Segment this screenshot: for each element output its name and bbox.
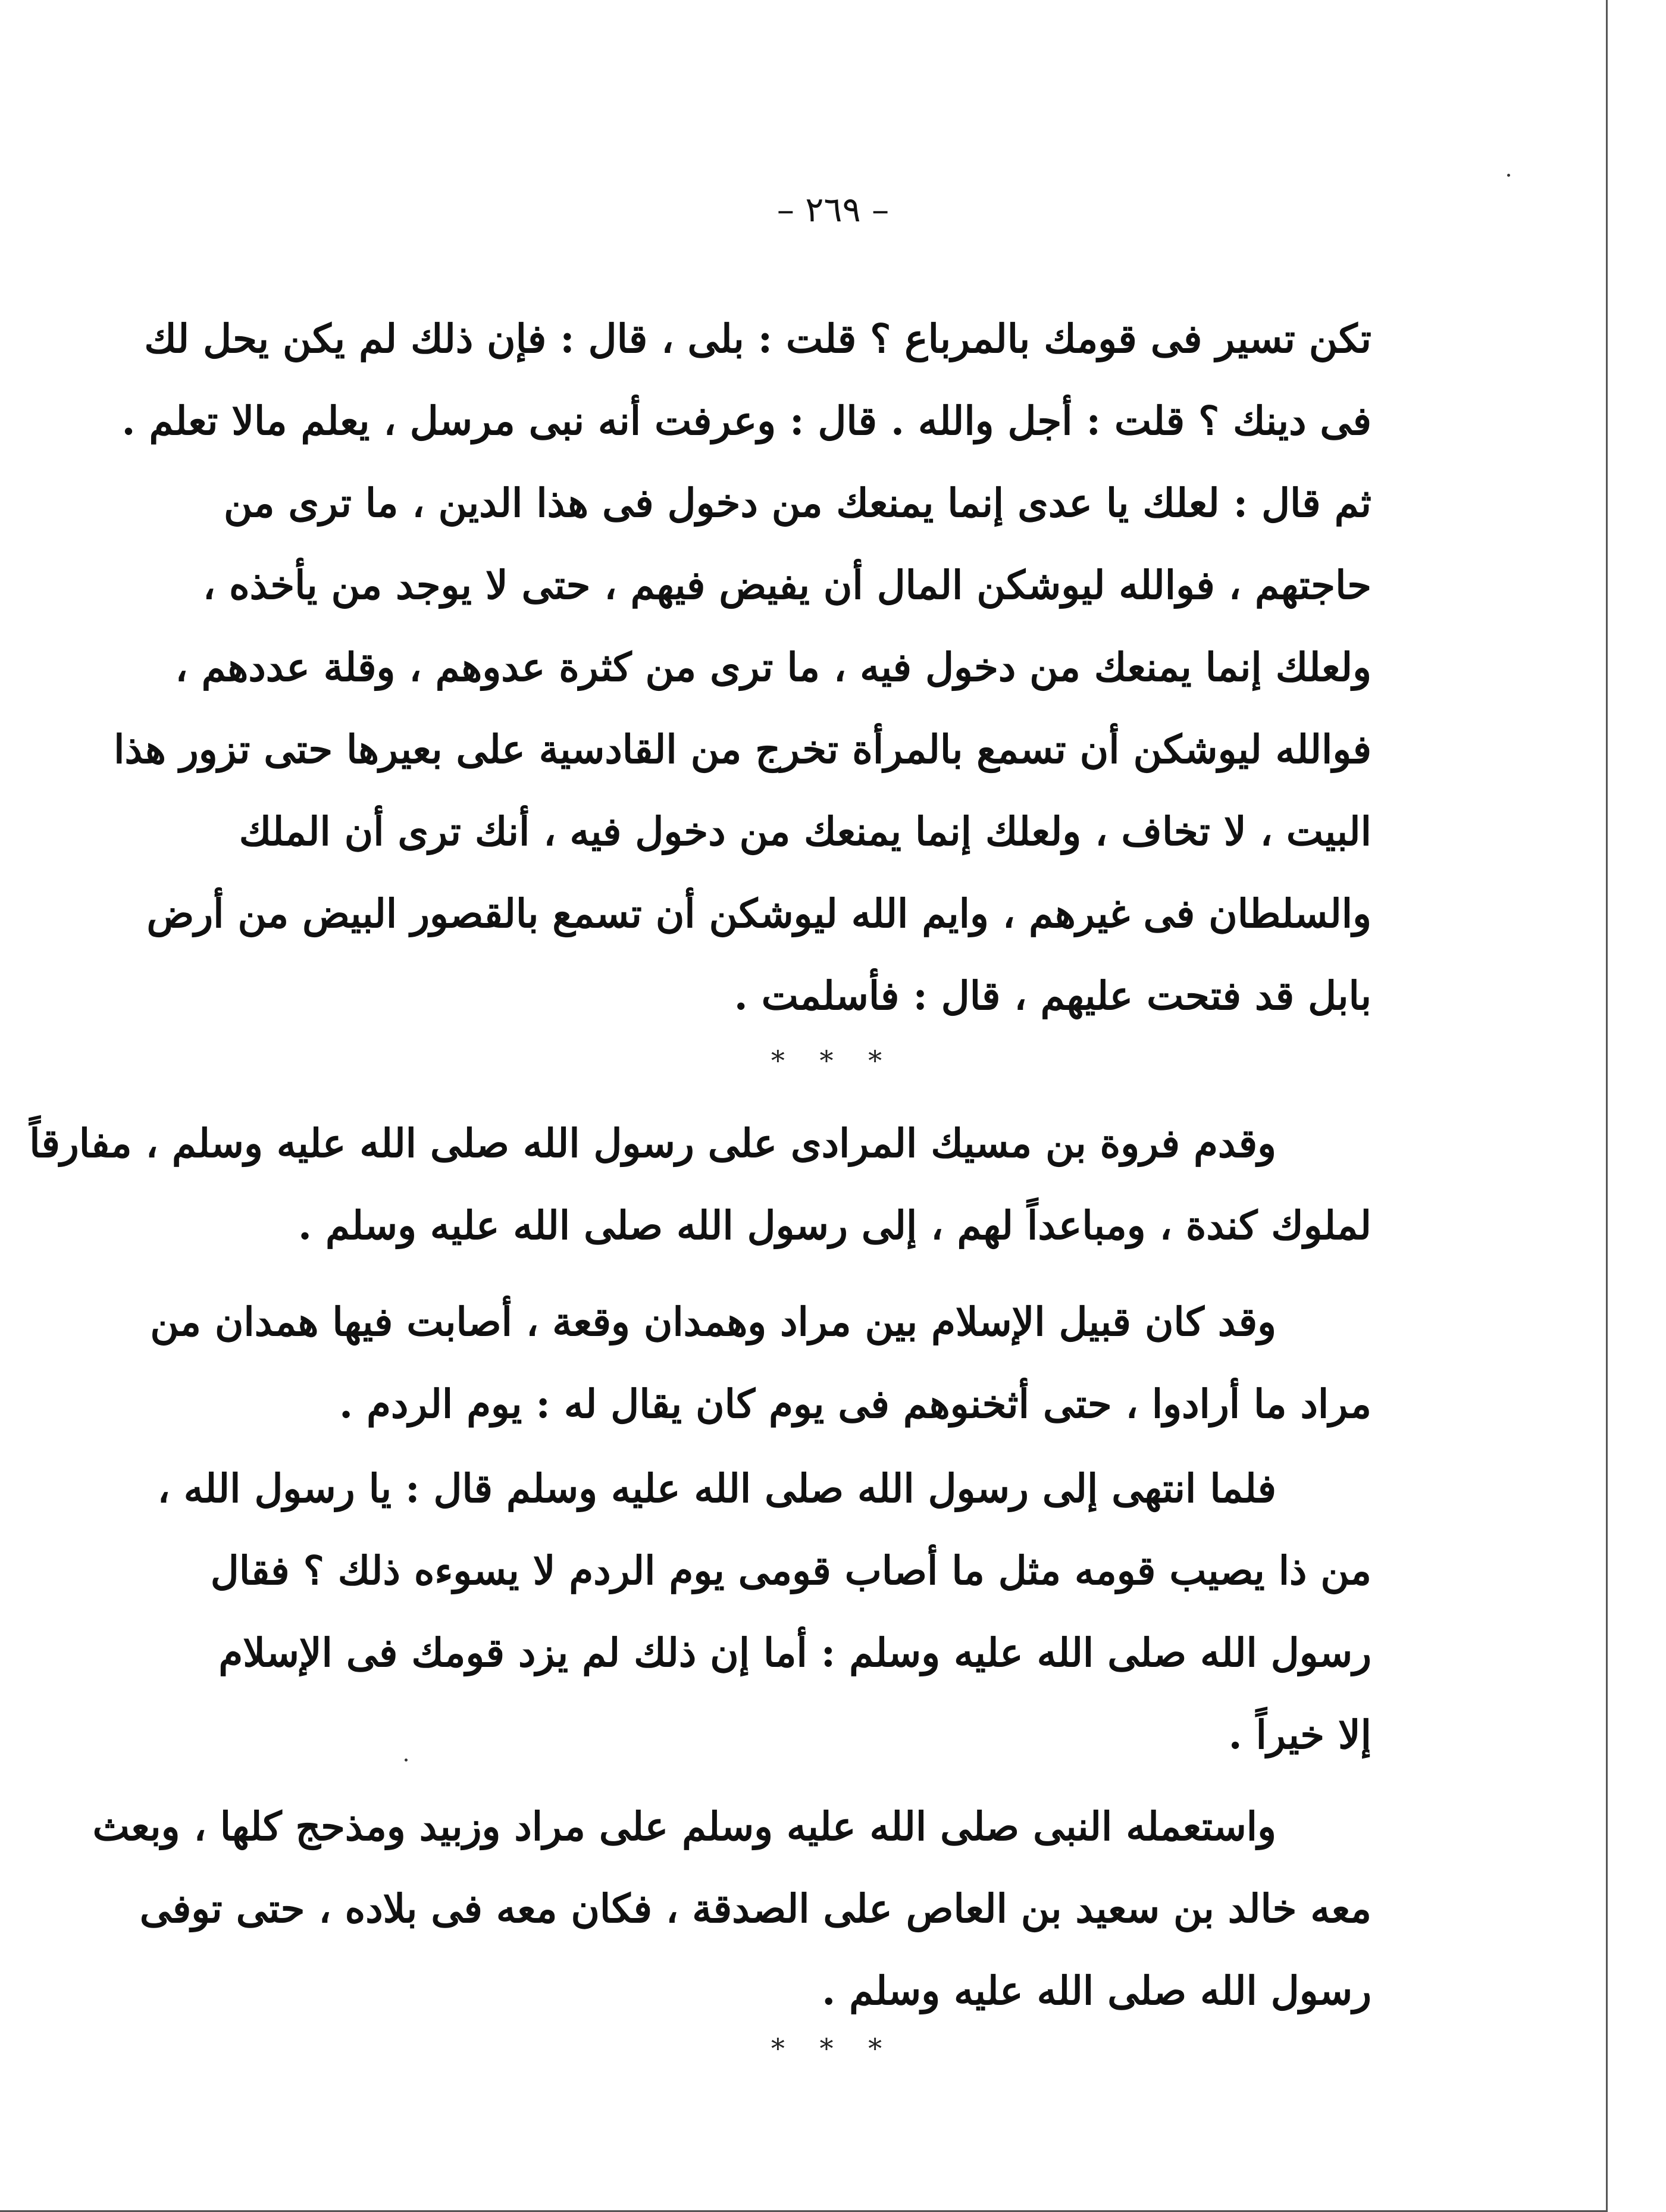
text-line: ولعلك إنما يمنعك من دخول فيه ، ما ترى من كثرة عدوهم ، وقلة عددهم ،	[175, 644, 1371, 690]
text-line: معه خالد بن سعيد بن العاص على الصدقة ، فكان معه فى بلاده ، حتى توفى	[139, 1885, 1371, 1932]
text-line: ثم قال : لعلك يا عدى إنما يمنعك من دخول فى هذا الدين ، ما ترى من	[223, 480, 1371, 526]
text-line: فوالله ليوشكن أن تسمع بالمرأة تخرج من القادسية على بعيرها حتى تزور هذا	[114, 726, 1371, 772]
text-line: من ذا يصيب قومه مثل ما أصاب قومى يوم الردم لا يسوءه ذلك ؟ فقال	[210, 1547, 1371, 1594]
paragraph-3	[150, 1281, 1371, 1445]
page-number: – ٢٦٩ –	[776, 189, 890, 230]
scan-speck	[1507, 174, 1510, 177]
paragraph-1	[114, 298, 1371, 1037]
section-separator: * * *	[771, 2032, 895, 2064]
text-line: بابل قد فتحت عليهم ، قال : فأسلمت .	[734, 972, 1371, 1019]
text-line: البيت ، لا تخاف ، ولعلك إنما يمنعك من دخول فيه ، أنك ترى أن الملك	[239, 808, 1371, 855]
text-line: تكن تسير فى قومك بالمرباع ؟ قلت : بلى ، قال : فإن ذلك لم يكن يحل لك	[144, 315, 1371, 362]
text-line: فلما انتهى إلى رسول الله صلى الله عليه وسلم قال : يا رسول الله ،	[157, 1465, 1276, 1512]
text-line: وقد كان قبيل الإسلام بين مراد وهمدان وقعة ، أصابت فيها همدان من	[150, 1299, 1276, 1345]
text-line: وقدم فروة بن مسيك المرادى على رسول الله صلى الله عليه وسلم ، مفارقاً	[29, 1120, 1276, 1166]
paragraph-4	[157, 1447, 1371, 1776]
text-line: حاجتهم ، فوالله ليوشكن المال أن يفيض فيهم ، حتى لا يوجد من يأخذه ،	[202, 562, 1371, 608]
paragraph-2	[29, 1102, 1371, 1266]
paragraph-5	[92, 1785, 1371, 2032]
text-line: فى دينك ؟ قلت : أجل والله . قال : وعرفت أنه نبى مرسل ، يعلم مالا تعلم .	[121, 398, 1371, 444]
scan-speck	[405, 1759, 408, 1762]
text-line: لملوك كندة ، ومباعداً لهم ، إلى رسول الله صلى الله عليه وسلم .	[298, 1202, 1371, 1249]
text-line: والسلطان فى غيرهم ، وايم الله ليوشكن أن تسمع بالقصور البيض من أرض	[146, 890, 1371, 937]
text-line: واستعمله النبى صلى الله عليه وسلم على مراد وزبيد ومذحج كلها ، وبعث	[92, 1803, 1276, 1850]
text-line: إلا خيراً .	[1228, 1712, 1371, 1758]
text-line: رسول الله صلى الله عليه وسلم .	[822, 1967, 1371, 2014]
text-line: رسول الله صلى الله عليه وسلم : أما إن ذلك لم يزد قومك فى الإسلام	[218, 1629, 1371, 1676]
text-line: مراد ما أرادوا ، حتى أثخنوهم فى يوم كان يقال له : يوم الردم .	[339, 1381, 1371, 1427]
section-separator: * * *	[771, 1044, 895, 1077]
